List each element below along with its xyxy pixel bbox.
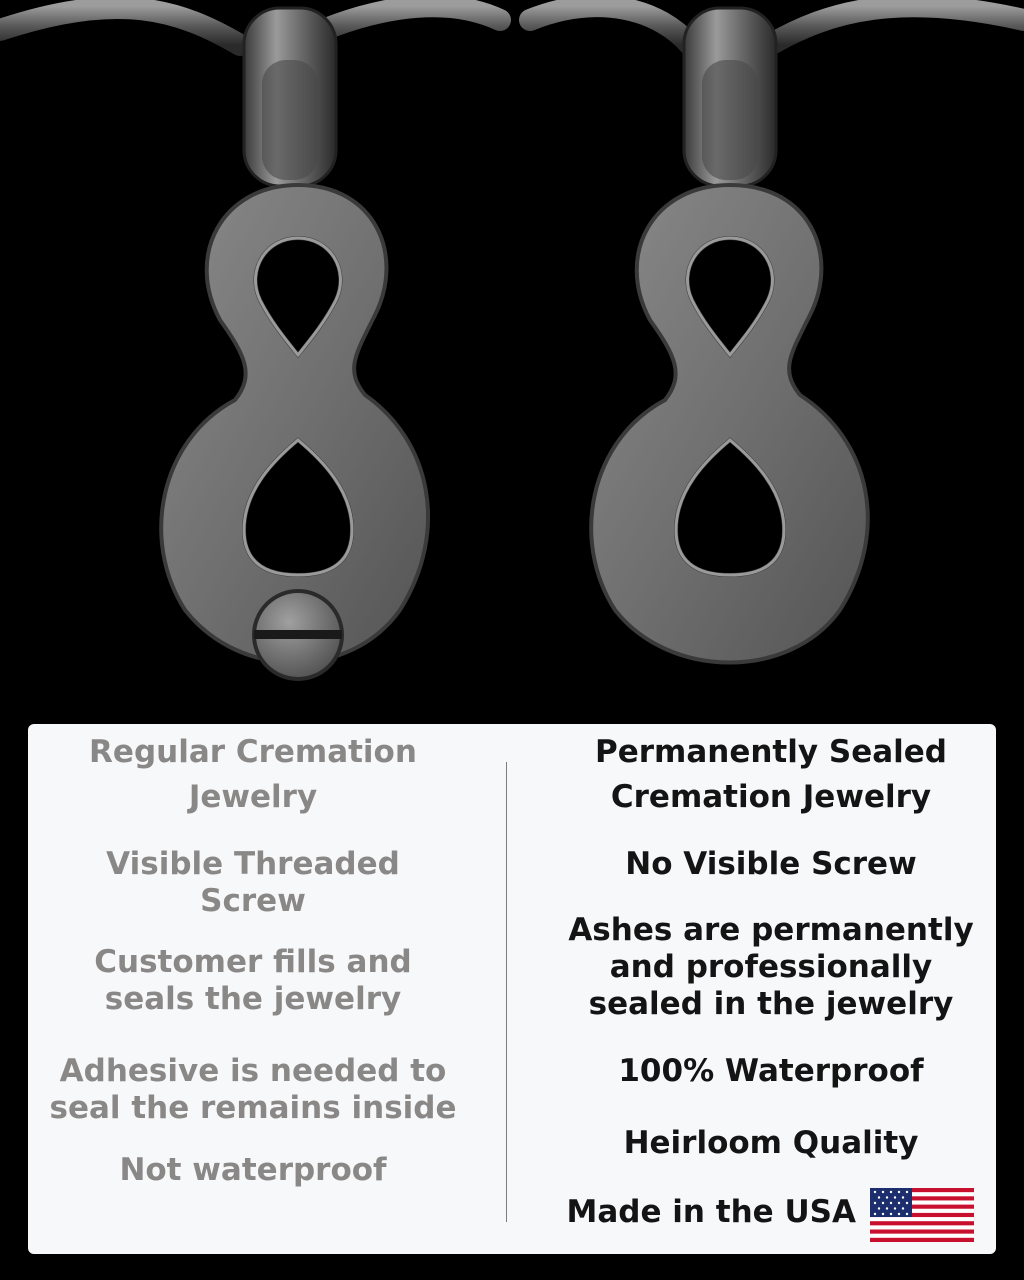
feature-no-visible-screw: No Visible Screw xyxy=(625,846,917,882)
feature-heirloom-quality: Heirloom Quality xyxy=(623,1125,919,1161)
feature-visible-screw: Visible Threaded Screw xyxy=(106,846,400,919)
column-divider xyxy=(506,762,507,1222)
made-in-usa-row xyxy=(546,1188,996,1248)
feature-customer-fills: Customer fills and seals the jewelry xyxy=(94,944,412,1017)
sealed-jewelry-title: Permanently Sealed Cremation Jewelry xyxy=(595,734,947,815)
feature-adhesive-needed: Adhesive is needed to seal the remains inside xyxy=(49,1053,457,1126)
regular-jewelry-title: Regular Cremation Jewelry xyxy=(89,734,417,815)
comparison-panel xyxy=(28,724,996,1254)
made-in-usa-label: Made in the USA xyxy=(566,1194,856,1230)
us-flag-icon xyxy=(870,1188,974,1242)
screw-icon xyxy=(254,591,342,679)
feature-waterproof: 100% Waterproof xyxy=(618,1053,924,1089)
feature-permanently-sealed: Ashes are permanently and professionally sealed in the jewelry xyxy=(568,912,974,1022)
feature-not-waterproof: Not waterproof xyxy=(119,1152,387,1188)
